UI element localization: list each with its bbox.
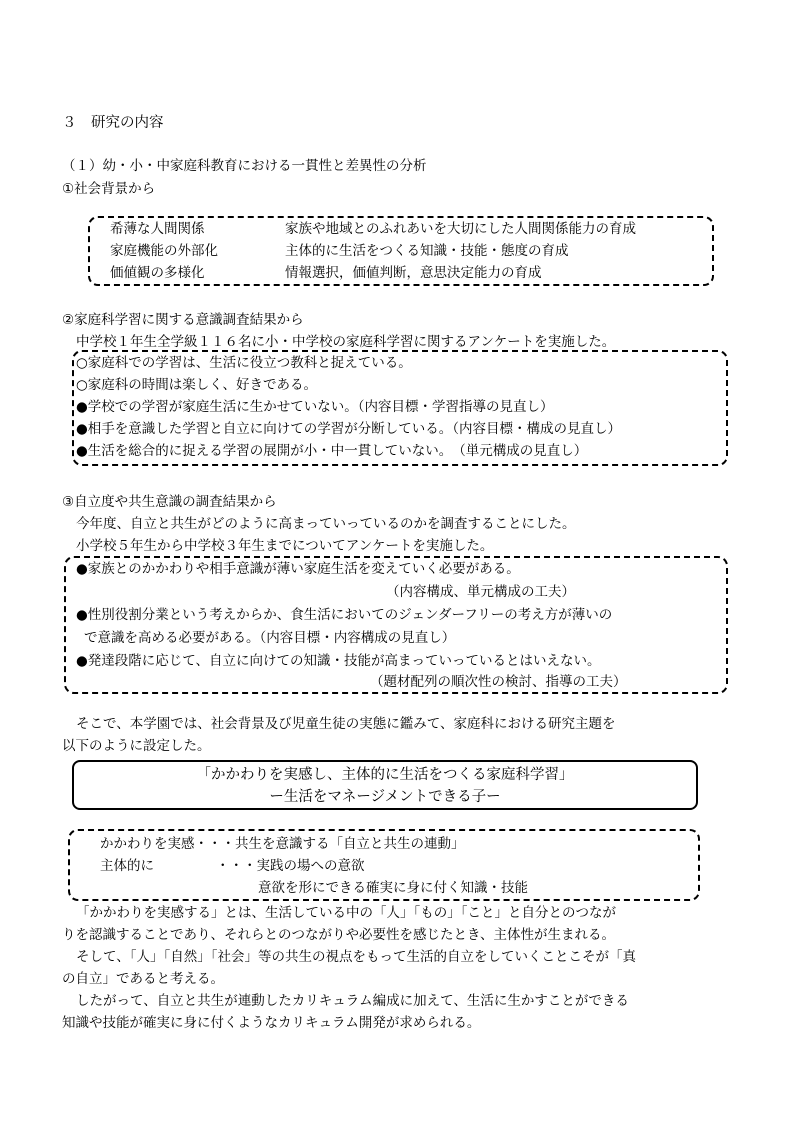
- background-label: 価値観の多様化: [110, 265, 205, 281]
- theme-subtitle: ー生活をマネージメントできる子ー: [269, 789, 501, 805]
- theme-title: 「かかわりを実感し、主体的に生活をつくる家庭科学習」: [196, 767, 574, 783]
- background-label: 希薄な人間関係: [110, 221, 205, 237]
- closing-line: そして、「人」「自然」「社会」等の共生の視点をもって生活的自立をしていくことこそが「真: [76, 949, 636, 965]
- background-desc: 情報選択，価値判断，意思決定能力の育成: [285, 265, 542, 281]
- survey-item: ○家庭科の時間は楽しく、好きである。: [76, 377, 318, 393]
- section-heading: ３ 研究の内容: [62, 115, 164, 131]
- survey-item: ○家庭科での学習は、生活に役立つ教科と捉えている。: [76, 355, 412, 371]
- result-line: ●性別役割分業という考えからか、食生活においてのジェンダーフリーの考え方が薄いの: [76, 607, 613, 623]
- sub3-title: ③自立度や共生意識の調査結果から: [62, 494, 277, 510]
- sub3-intro: 小学校５年生から中学校３年生までについてアンケートを実施した。: [76, 538, 494, 554]
- keyword-desc: ・・・実践の場への意欲: [216, 858, 365, 874]
- keyword-line: かかわりを実感・・・共生を意識する「自立と共生の連動」: [100, 836, 465, 852]
- survey-item: ●相手を意識した学習と自立に向けての学習が分断している。（内容目標・構成の見直し）: [76, 421, 622, 437]
- result-line: ●家族とのかかわりや相手意識が薄い家庭生活を変えていく必要がある。: [76, 561, 520, 577]
- result-line: で意識を高める必要がある。（内容目標・内容構成の見直し）: [84, 630, 456, 646]
- closing-line: りを認識することであり、それらとのつながりや必要性を感じたとき、主体性が生まれる。: [62, 927, 615, 943]
- theme-intro: 以下のように設定した。: [62, 738, 211, 754]
- section1-title: （１）幼・小・中家庭科教育における一貫性と差異性の分析: [62, 158, 427, 174]
- background-label: 家庭機能の外部化: [110, 243, 218, 259]
- sub2-intro: 中学校１年生全学級１１６名に小・中学校の家庭科学習に関するアンケートを実施した。: [76, 334, 616, 350]
- result-line: ●発達段階に応じて、自立に向けての知識・技能が高まっていっているとはいえない。: [76, 653, 601, 669]
- result-line: （題材配列の順次性の検討、指導の工夫）: [370, 674, 627, 690]
- sub2-title: ②家庭科学習に関する意識調査結果から: [62, 312, 304, 328]
- survey-item: ●生活を総合的に捉える学習の展開が小・中一貫していない。 （単元構成の見直し）: [76, 443, 588, 459]
- background-desc: 家族や地域とのふれあいを大切にした人間関係能力の育成: [285, 221, 636, 237]
- closing-line: 知識や技能が確実に身に付くようなカリキュラム開発が求められる。: [62, 1015, 481, 1031]
- background-desc: 主体的に生活をつくる知識・技能・態度の育成: [285, 243, 569, 259]
- closing-line: 「かかわりを実感する」とは、生活している中の「人」「もの」「こと」と自分とのつなが: [76, 905, 616, 921]
- sub1-title: ①社会背景から: [62, 181, 156, 197]
- survey-item: ●学校での学習が家庭生活に生かせていない。（内容目標・学習指導の見直し）: [76, 399, 554, 415]
- theme-intro: そこで、本学園では、社会背景及び児童生徒の実態に鑑みて、家庭科における研究主題を: [76, 716, 616, 732]
- closing-line: したがって、自立と共生が連動したカリキュラム編成に加えて、生活に生かすことができる: [76, 993, 629, 1009]
- sub3-intro: 今年度、自立と共生がどのように高まっていっているのかを調査することにした。: [76, 516, 576, 532]
- result-line: （内容構成、単元構成の工夫）: [386, 584, 575, 600]
- keyword-line: 意欲を形にできる確実に身に付く知識・技能: [258, 880, 528, 896]
- keyword-label: 主体的に: [100, 858, 154, 874]
- closing-line: の自立」であると考える。: [62, 971, 224, 987]
